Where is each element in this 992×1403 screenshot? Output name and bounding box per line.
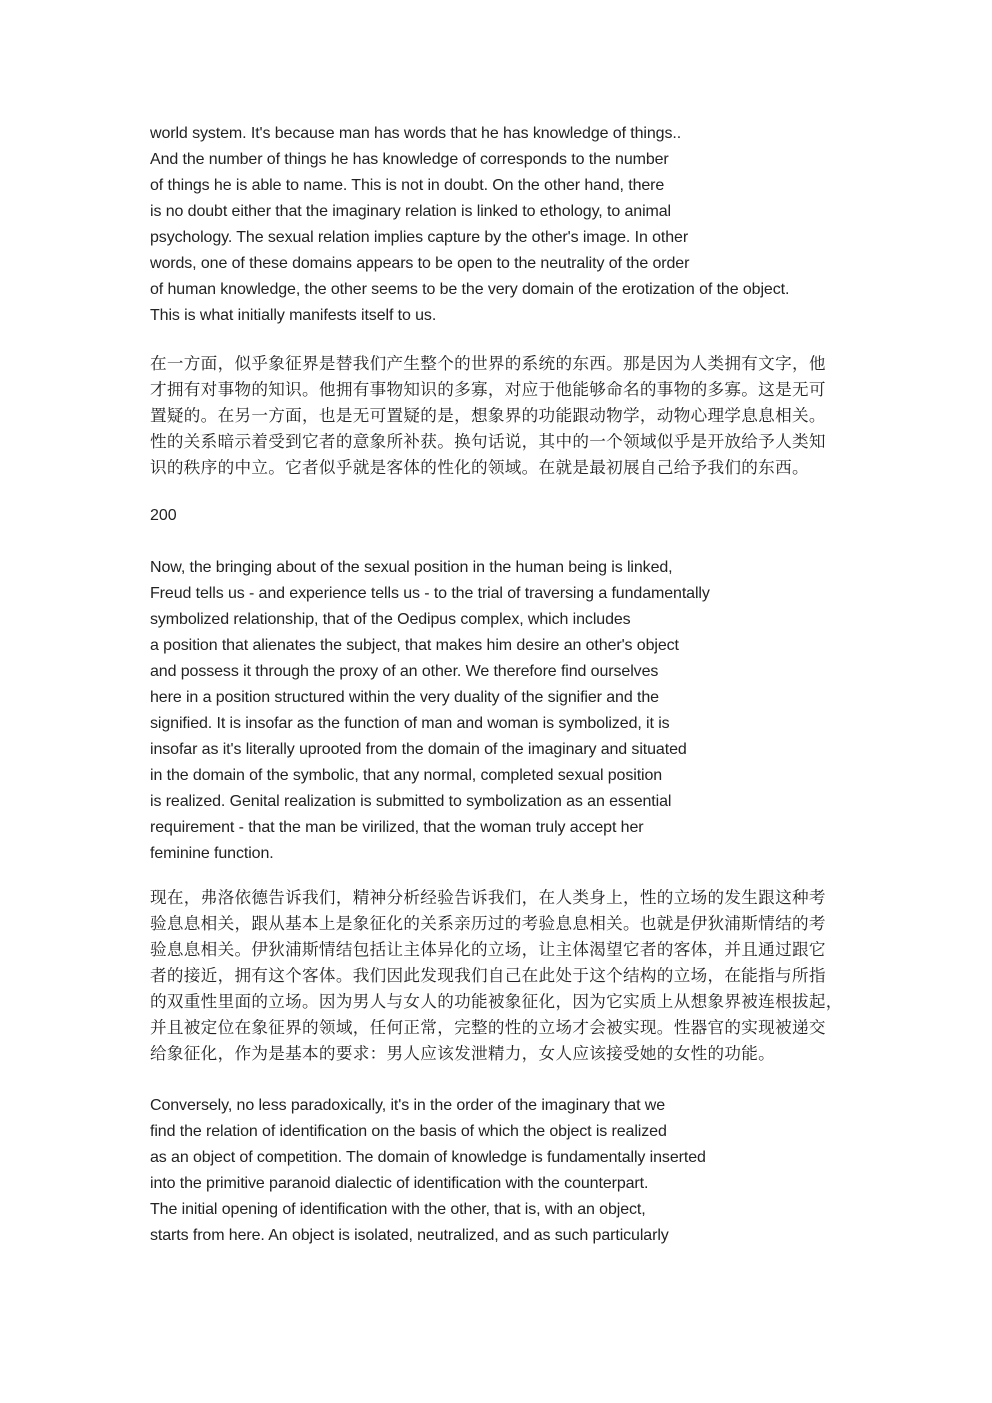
text-line: 给象征化，作为是基本的要求：男人应该发泄精力，女人应该接受她的女性的功能。: [150, 1044, 776, 1063]
text-line: signified. It is insofar as the function of man and woman is symbolized, it is: [150, 715, 670, 732]
text-line: Freud tells us - and experience tells us - to the trial of traversing a fundamentally: [150, 585, 710, 602]
paragraph-english-1: [150, 121, 850, 329]
text-line: 识的秩序的中立。它者似乎就是客体的性化的领域。在就是最初展自己给予我们的东西。: [150, 458, 809, 477]
text-line: words, one of these domains appears to be open to the neutrality of the order: [150, 255, 690, 272]
text-line: 才拥有对事物的知识。他拥有事物知识的多寡，对应于他能够命名的事物的多寡。这是无可: [150, 380, 826, 399]
text-line: into the primitive paranoid dialectic of identification with the counterpart.: [150, 1175, 649, 1192]
paragraph-chinese-2: [150, 885, 850, 1067]
text-line: of human knowledge, the other seems to be the very domain of the erotization of the object.: [150, 281, 790, 298]
paragraph-chinese-1: [150, 351, 850, 481]
text-line: symbolized relationship, that of the Oedipus complex, which includes: [150, 611, 631, 628]
text-line: feminine function.: [150, 845, 274, 862]
text-line: 验息息相关，跟从基本上是象征化的关系亲历过的考验息息相关。也就是伊狄浦斯情结的考: [150, 914, 826, 933]
text-line: is no doubt either that the imaginary relation is linked to ethology, to animal: [150, 203, 671, 220]
text-line: and possess it through the proxy of an other. We therefore find ourselves: [150, 663, 659, 680]
paragraph-english-2: [150, 555, 850, 867]
text-line: here in a position structured within the very duality of the signifier and the: [150, 689, 659, 706]
text-line: Conversely, no less paradoxically, it's in the order of the imaginary that we: [150, 1097, 666, 1114]
text-line: starts from here. An object is isolated, neutralized, and as such particularly: [150, 1227, 669, 1244]
text-line: as an object of competition. The domain of knowledge is fundamentally inserted: [150, 1149, 706, 1166]
text-line: requirement - that the man be virilized, that the woman truly accept her: [150, 819, 644, 836]
text-line: 性的关系暗示着受到它者的意象所补获。换句话说，其中的一个领域似乎是开放给予人类知: [150, 432, 826, 451]
text-line: find the relation of identification on the basis of which the object is realized: [150, 1123, 667, 1140]
page-number: 200: [150, 507, 177, 524]
text-line: 验息息相关。伊狄浦斯情结包括让主体异化的立场，让主体渴望它者的客体，并且通过跟它: [150, 940, 826, 959]
text-line: 并且被定位在象征界的领域，任何正常，完整的性的立场才会被实现。性器官的实现被递交: [150, 1018, 826, 1037]
text-line: 置疑的。在另一方面，也是无可置疑的是，想象界的功能跟动物学，动物心理学息息相关。: [150, 406, 826, 425]
text-line: insofar as it's literally uprooted from the domain of the imaginary and situated: [150, 741, 687, 758]
text-line: is realized. Genital realization is submitted to symbolization as an essential: [150, 793, 672, 810]
text-line: Now, the bringing about of the sexual position in the human being is linked,: [150, 559, 673, 576]
document-page: [150, 121, 850, 1249]
text-line: And the number of things he has knowledge of corresponds to the number: [150, 151, 669, 168]
text-line: The initial opening of identification with the other, that is, with an object,: [150, 1201, 646, 1218]
text-line: of things he is able to name. This is not in doubt. On the other hand, there: [150, 177, 665, 194]
text-line: 在一方面，似乎象征界是替我们产生整个的世界的系统的东西。那是因为人类拥有文字，他: [150, 354, 826, 373]
text-line: psychology. The sexual relation implies capture by the other's image. In other: [150, 229, 689, 246]
text-line: 者的接近，拥有这个客体。我们因此发现我们自己在此处于这个结构的立场，在能指与所指: [150, 966, 826, 985]
text-line: in the domain of the symbolic, that any normal, completed sexual position: [150, 767, 663, 784]
paragraph-english-3: [150, 1093, 850, 1249]
text-line: world system. It's because man has words that he has knowledge of things..: [150, 125, 682, 142]
text-line: This is what initially manifests itself to us.: [150, 307, 437, 324]
text-line: 的双重性里面的立场。因为男人与女人的功能被象征化，因为它实质上从想象界被连根拔起，: [150, 992, 843, 1011]
text-line: 现在，弗洛依德告诉我们，精神分析经验告诉我们，在人类身上，性的立场的发生跟这种考: [150, 888, 826, 907]
text-line: a position that alienates the subject, that makes him desire an other's object: [150, 637, 679, 654]
